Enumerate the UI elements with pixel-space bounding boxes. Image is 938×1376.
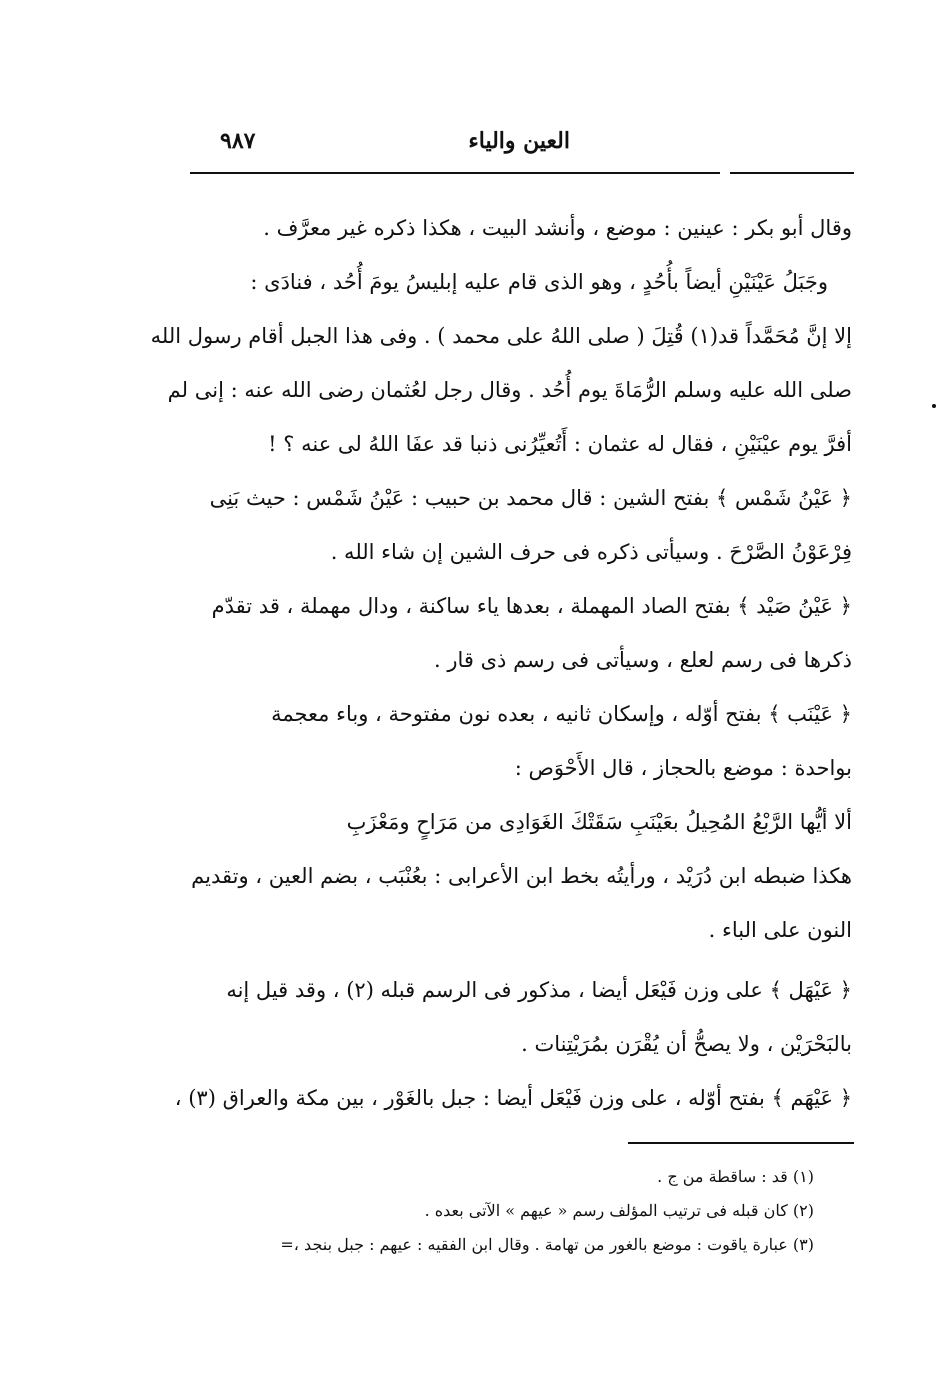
- footnote: (٢) كان قبله فى ترتيب المؤلف رسم « عيهم » الآتى بعده .: [424, 1201, 814, 1220]
- verse-line: ألا أيُّها الرَّبْعُ المُحِيلُ بعَيْنَبِ سَقَتْكَ الغَوَادِى من مَرَاحٍ ومَعْزَبِ: [346, 810, 852, 834]
- entry-heading-line: ﴿ عَيْهَم ﴾ بفتح أوّله ، على وزن فَيْعَل أيضا : جبل بالغَوْر ، بين مكة والعراق (٣) ،: [174, 1086, 852, 1110]
- footnote: (١) قد : ساقطة من ج .: [657, 1167, 814, 1186]
- entry-heading-line: ﴿ عَيْهَل ﴾ على وزن فَيْعَل أيضا ، مذكور فى الرسم قبله (٢) ، وقد قيل إنه: [226, 978, 852, 1002]
- footnote: (٣) عبارة ياقوت : موضع بالغور من تهامة . وقال ابن الفقيه : عيهم : جبل بنجد ،=: [280, 1235, 814, 1254]
- text-line: بالبَحْرَيْن ، ولا يصحُّ أن يُقْرَن بمُرَيْتِنات .: [521, 1032, 852, 1056]
- entry-heading-line: ﴿ عَيْنَب ﴾ بفتح أوّله ، وإسكان ثانيه ، بعده نون مفتوحة ، وباء معجمة: [271, 702, 852, 726]
- entry-heading-line: ﴿ عَيْنُ صَيْد ﴾ بفتح الصاد المهملة ، بعدها ياء ساكنة ، ودال مهملة ، قد تقدّم: [211, 594, 852, 618]
- main-text: [150, 206, 852, 1130]
- page-header: [190, 128, 850, 168]
- entry-heading-line: ﴿ عَيْنُ شَمْس ﴾ بفتح الشين : قال محمد بن حبيب : عَيْنُ شَمْس : حيث بَنِى: [209, 486, 852, 510]
- footnotes: [190, 1160, 814, 1262]
- text-line: وقال أبو بكر : عينين : موضع ، وأنشد البيت ، هكذا ذكره غير معرَّف .: [263, 216, 852, 240]
- margin-dot: [932, 404, 936, 408]
- text-line: هكذا ضبطه ابن دُرَيْد ، ورأيتُه بخط ابن الأعرابى : بعُنْبَب ، بضم العين ، وتقديم: [191, 864, 852, 888]
- text-line: وجَبَلُ عَيْنَيْنِ أيضاً بأُحُدٍ ، وهو الذى قام عليه إبليسُ يومَ أُحُد ، فنادَى :: [250, 270, 828, 294]
- text-line: صلى الله عليه وسلم الرُّمَاةَ يوم أُحُد . وقال رجل لعُثمان رضى الله عنه : إنى لم: [167, 378, 852, 402]
- text-line: فِرْعَوْنُ الصَّرْحَ . وسيأتى ذكره فى حرف الشين إن شاء الله .: [330, 540, 852, 564]
- footnote-rule: [628, 1142, 854, 1144]
- text-line: ذكرها فى رسم لعلع ، وسيأتى فى رسم ذى قار .: [434, 648, 852, 672]
- running-title: العين والياء: [468, 128, 570, 154]
- text-line: النون على الباء .: [708, 918, 852, 942]
- page-number: ٩٨٧: [220, 128, 256, 154]
- text-line: بواحدة : موضع بالحجاز ، قال الأَحْوَص :: [514, 756, 852, 780]
- text-line: إلا إنَّ مُحَمَّداً قد(١) قُتِلَ ( صلى اللهُ على محمد ) . وفى هذا الجبل أقام رسول الله: [150, 324, 852, 348]
- header-rule-left: [190, 172, 720, 174]
- text-line: أفرَّ يوم عيْنَيْنِ ، فقال له عثمان : أَتُعيِّرُنى ذنبا قد عفَا اللهُ لى عنه ؟ !: [268, 432, 852, 456]
- header-rule-right: [730, 172, 854, 174]
